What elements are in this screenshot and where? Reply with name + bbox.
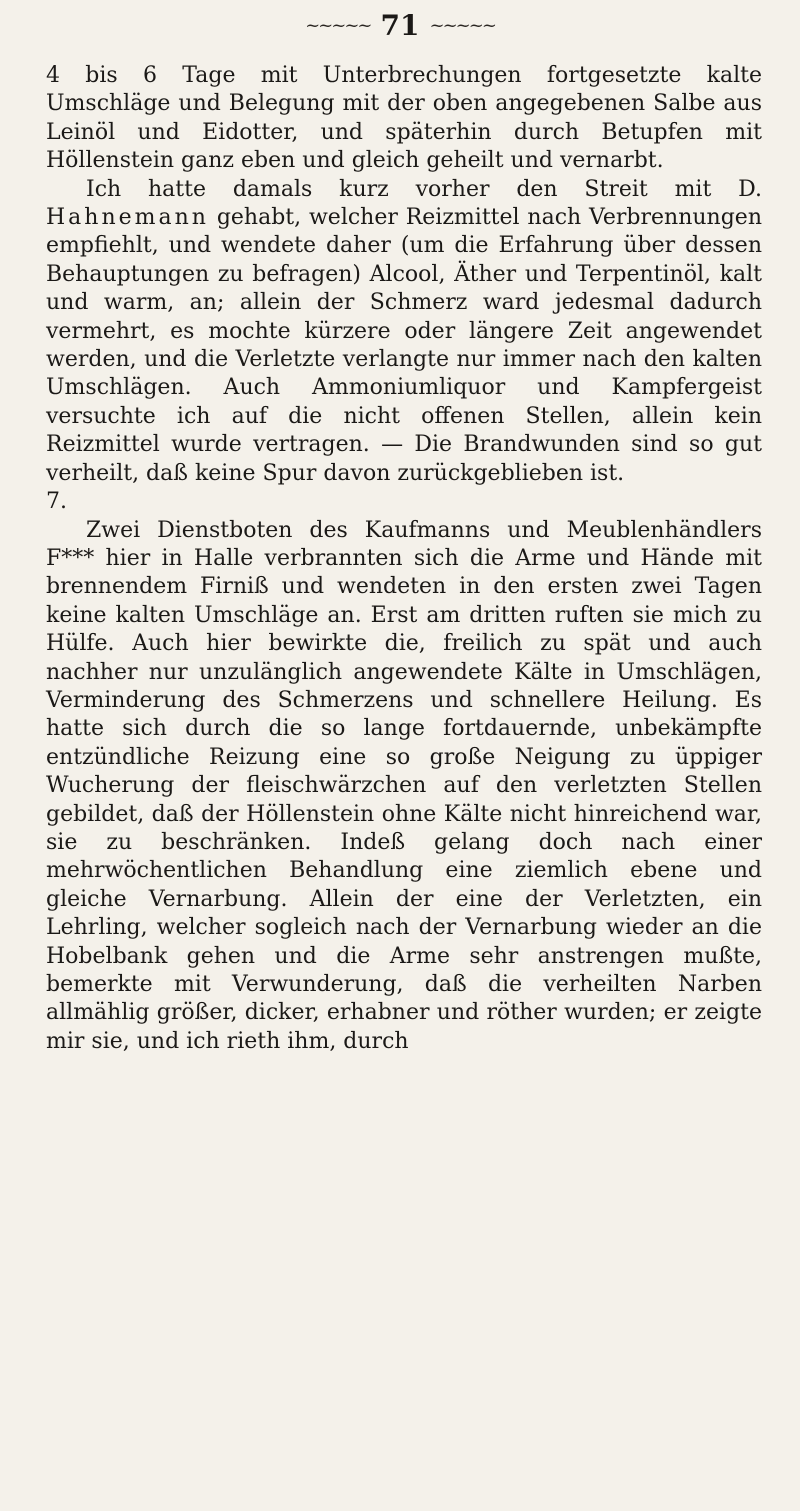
ornament-right: ~~~~~: [429, 15, 495, 36]
paragraph-text-after: gehabt, welcher Reizmittel nach Verbrennungen empfiehlt, und wendete daher (um die Erfahrung über dessen Behauptungen zu befragen) Alcool, Äther und Terpentinöl, kalt und warm, an; allein der Schmerz ward jedesmal dadurch vermehrt, es mochte kürzere oder längere Zeit angewendet werden, und die Verletzte verlangte nur immer nach den kalten Umschlägen. Auch Ammoniumliquor und Kampfergeist versuchte ich auf die nicht offenen Stellen, allein kein Reizmittel wurde vertragen. — Die Brandwunden sind so gut verheilt, daß keine Spur davon zurückgeblieben ist.: [46, 205, 762, 486]
section-number: 7.: [46, 489, 67, 515]
running-head: [0, 9, 800, 42]
paragraph-continuation: 4 bis 6 Tage mit Unterbrechungen fortgesetzte kalte Umschläge und Belegung mit der oben angegebenen Salbe aus Leinöl und Eidotter, und späterhin durch Betupfen mit Höllenstein ganz eben und gleich geheilt und vernarbt.: [46, 63, 762, 174]
person-name: Hahnemann: [46, 205, 209, 231]
ornament-left: ~~~~~: [305, 15, 371, 36]
paragraph-text-before: Ich hatte damals kurz vorher den Streit mit D.: [86, 176, 762, 202]
paragraph-hahnemann: [46, 176, 762, 488]
paragraph-case-seven: Zwei Dienstboten des Kaufmanns und Meublenhändlers F*** hier in Halle verbrannten sich die Arme und Hände mit brennendem Firniß und wendeten in den ersten zwei Tagen keine kalten Umschläge an. Erst am dritten ruften sie mich zu Hülfe. Auch hier bewirkte die, freilich zu spät und auch nachher nur unzulänglich angewendete Kälte in Umschlägen, Verminderung des Schmerzens und schnellere Heilung. Es hatte sich durch die so lange fortdauernde, unbekämpfte entzündliche Reizung eine so große Neigung zu üppiger Wucherung der fleischwärzchen auf den verletzten Stellen gebildet, daß der Höllenstein ohne Kälte nicht hinreichend war, sie zu beschränken. Indeß gelang doch nach einer mehrwöchentlichen Behandlung eine ziemlich ebene und gleiche Vernarbung. Allein der eine der Verletzten, ein Lehrling, welcher sogleich nach der Vernarbung wieder an die Hobelbank gehen und die Arme sehr anstrengen mußte, bemerkte mit Verwunderung, daß die verheilten Narben allmählig größer, dicker, erhabner und röther wurden; er zeigte mir sie, und ich rieth ihm, durch: [46, 517, 762, 1054]
body-text: [46, 62, 762, 1056]
page-number: 71: [380, 9, 420, 42]
